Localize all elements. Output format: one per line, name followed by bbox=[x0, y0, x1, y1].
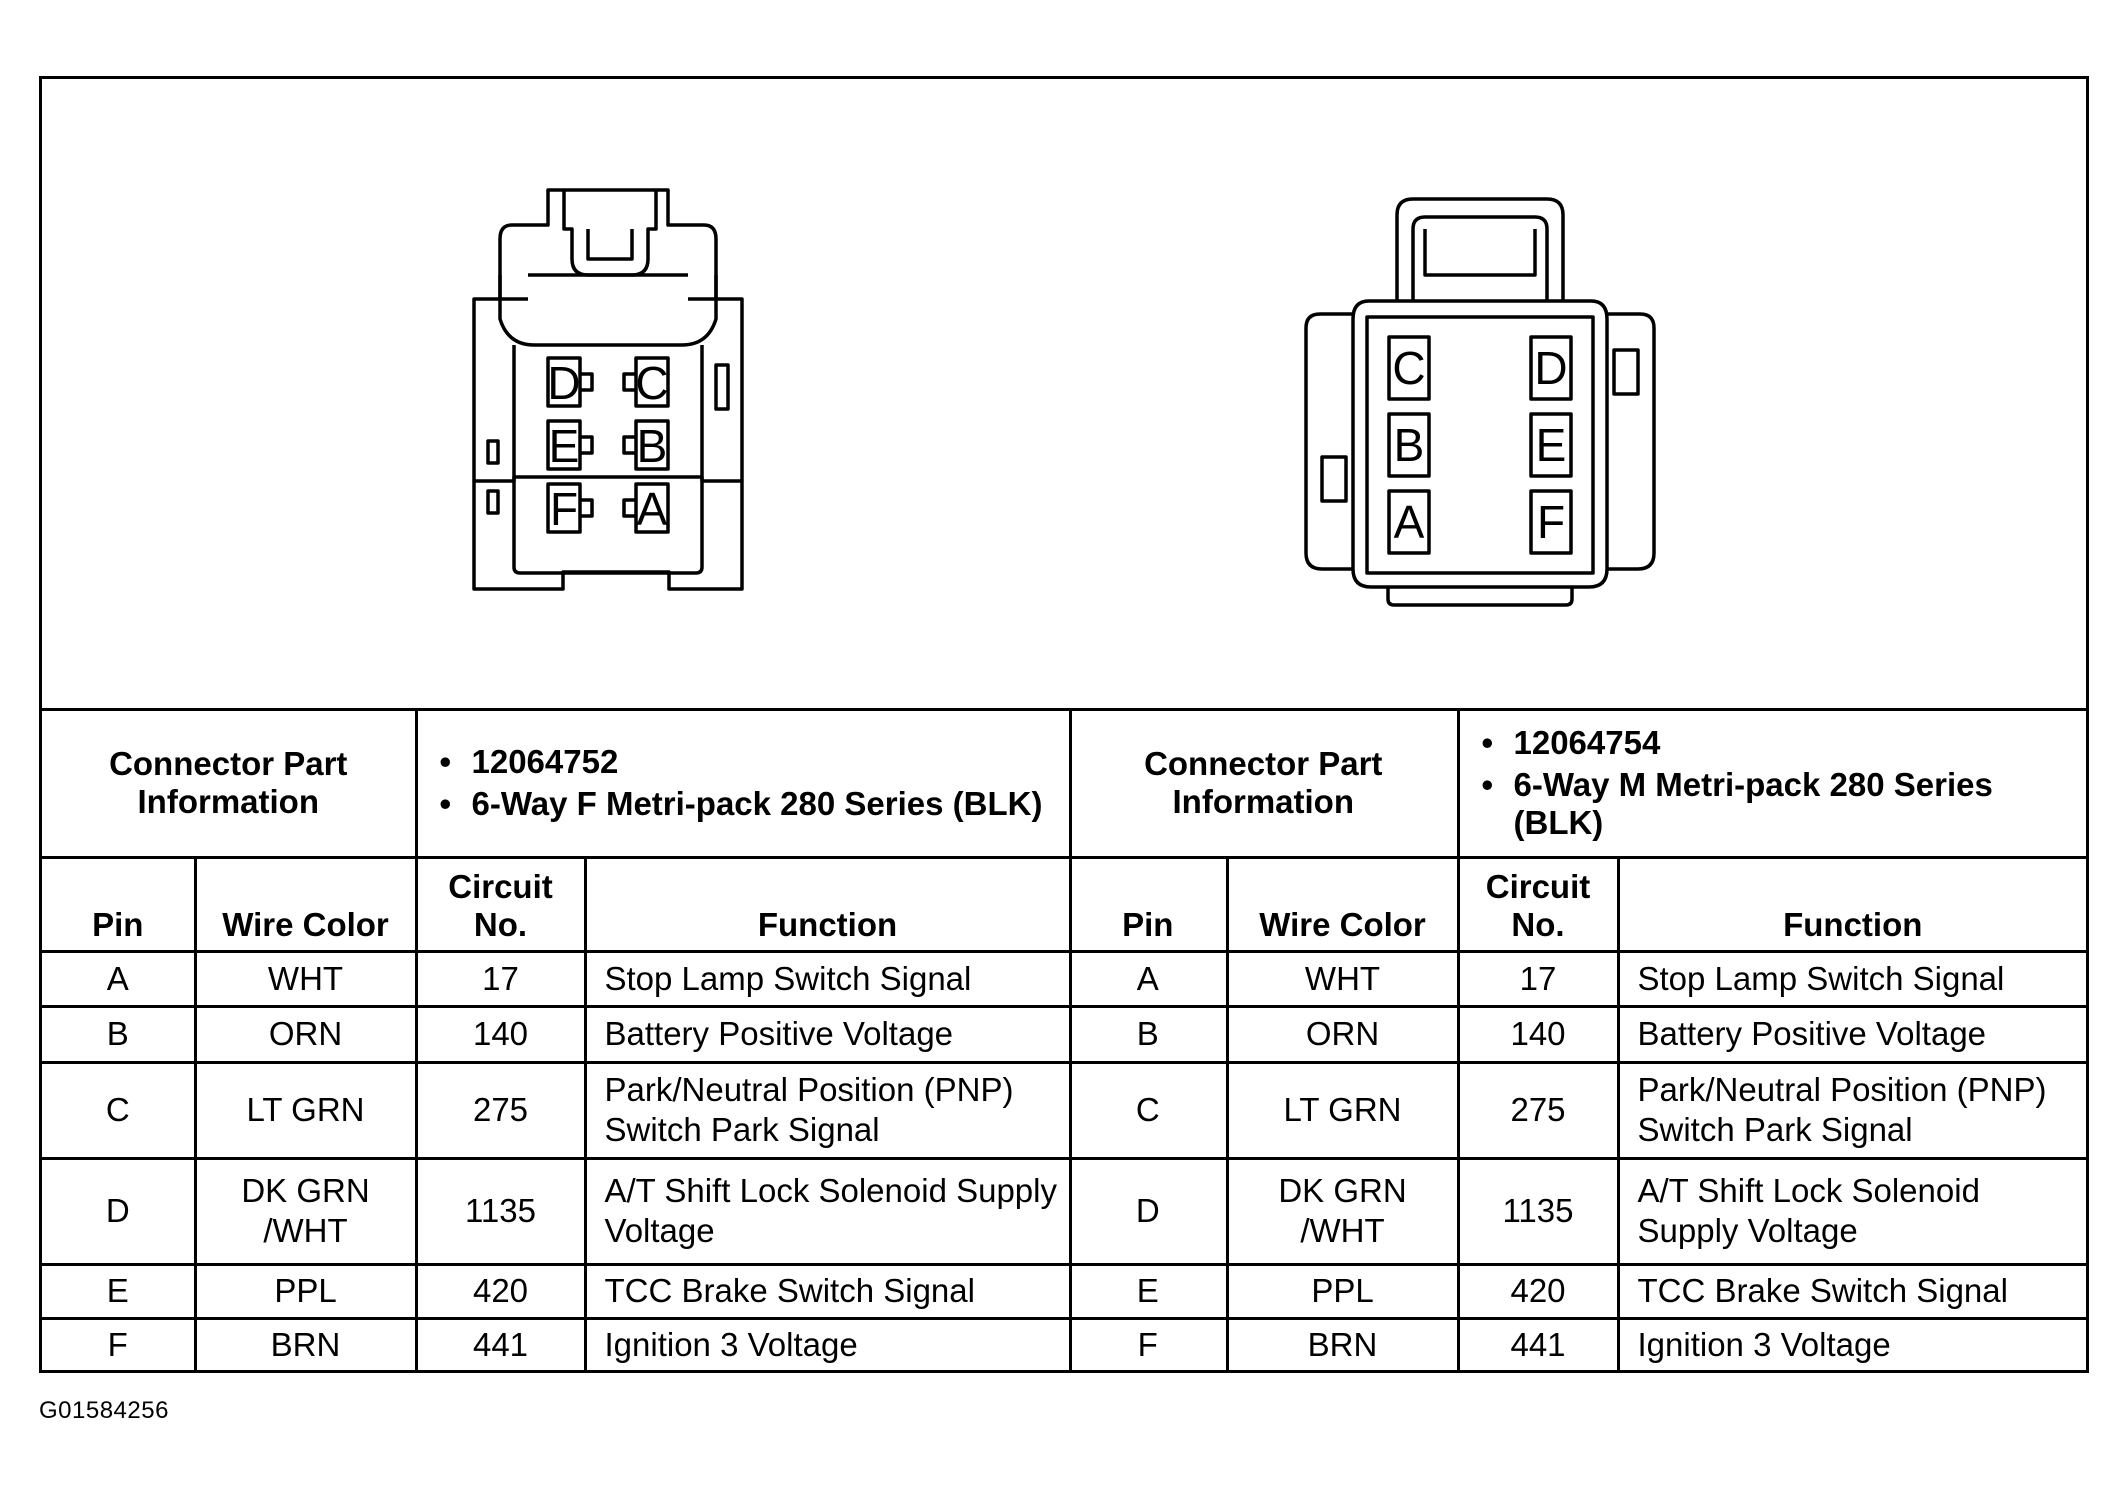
pin-cell: F bbox=[42, 1318, 195, 1370]
function-cell: A/T Shift Lock Solenoid Supply Voltage bbox=[1618, 1158, 2086, 1264]
wire-color-cell: ORN bbox=[1227, 1006, 1458, 1062]
pin-cell: E bbox=[42, 1264, 195, 1318]
function-cell: TCC Brake Switch Signal bbox=[1618, 1264, 2086, 1318]
diagram-frame bbox=[39, 76, 2089, 1373]
female-pin-b-label: B bbox=[636, 420, 668, 472]
circuit-cell: 441 bbox=[416, 1318, 585, 1370]
male-pin-d-label: D bbox=[1534, 342, 1568, 394]
wire-color-cell: WHT bbox=[1227, 951, 1458, 1006]
connector-part-info-label: Connector Part Information bbox=[42, 711, 416, 857]
connector-description: • 6-Way M Metri-pack 280 Series (BLK) bbox=[1514, 766, 2079, 842]
function-cell: Battery Positive Voltage bbox=[585, 1006, 1070, 1062]
function-cell: Battery Positive Voltage bbox=[1618, 1006, 2086, 1062]
function-cell: A/T Shift Lock Solenoid Supply Voltage bbox=[585, 1158, 1070, 1264]
connector-description: • 6-Way F Metri-pack 280 Series (BLK) bbox=[472, 785, 1061, 823]
connector-part-info-label: Connector Part Information bbox=[1070, 711, 1458, 857]
male-pin-b-label: B bbox=[1393, 419, 1425, 471]
table-row bbox=[1070, 1264, 2086, 1318]
circuit-cell: 420 bbox=[416, 1264, 585, 1318]
wire-color-cell: DK GRN /WHT bbox=[1227, 1158, 1458, 1264]
male-connector-drawing bbox=[1306, 199, 1654, 605]
pin-cell: A bbox=[42, 951, 195, 1006]
wire-color-cell: BRN bbox=[1227, 1318, 1458, 1370]
pin-cell: D bbox=[1070, 1158, 1227, 1264]
male-pin-e-label: E bbox=[1535, 419, 1567, 471]
pin-cell: F bbox=[1070, 1318, 1227, 1370]
female-pin-f-label: F bbox=[549, 483, 579, 535]
circuit-cell: 1135 bbox=[416, 1158, 585, 1264]
pin-cell: A bbox=[1070, 951, 1227, 1006]
female-pin-c-label: C bbox=[635, 357, 669, 409]
figure-code: G01584256 bbox=[39, 1397, 169, 1424]
wire-color-column-header: Wire Color bbox=[195, 857, 416, 951]
pin-column-header: Pin bbox=[1070, 857, 1227, 951]
male-pin-f-label: F bbox=[1536, 496, 1566, 548]
circuit-column-header: Circuit No. bbox=[1458, 857, 1618, 951]
circuit-cell: 441 bbox=[1458, 1318, 1618, 1370]
connector-illustrations bbox=[42, 79, 2086, 711]
circuit-cell: 140 bbox=[1458, 1006, 1618, 1062]
wire-color-cell: PPL bbox=[1227, 1264, 1458, 1318]
function-column-header: Function bbox=[1618, 857, 2086, 951]
table-row bbox=[1070, 951, 2086, 1006]
table-row bbox=[1070, 1006, 2086, 1062]
table-row bbox=[42, 1318, 1070, 1370]
pin-cell: E bbox=[1070, 1264, 1227, 1318]
table-row bbox=[1070, 1062, 2086, 1158]
male-connector-table bbox=[1070, 711, 2086, 1370]
pin-cell: D bbox=[42, 1158, 195, 1264]
wire-color-cell: PPL bbox=[195, 1264, 416, 1318]
wire-color-cell: LT GRN bbox=[195, 1062, 416, 1158]
function-cell: Ignition 3 Voltage bbox=[585, 1318, 1070, 1370]
circuit-cell: 275 bbox=[1458, 1062, 1618, 1158]
function-column-header: Function bbox=[585, 857, 1070, 951]
table-row bbox=[1070, 1318, 2086, 1370]
table-row bbox=[42, 1264, 1070, 1318]
wire-color-cell: BRN bbox=[195, 1318, 416, 1370]
pin-cell: B bbox=[1070, 1006, 1227, 1062]
circuit-cell: 17 bbox=[416, 951, 585, 1006]
female-connector-drawing bbox=[474, 190, 742, 589]
circuit-cell: 17 bbox=[1458, 951, 1618, 1006]
function-cell: Stop Lamp Switch Signal bbox=[585, 951, 1070, 1006]
table-row bbox=[42, 1006, 1070, 1062]
pin-cell: C bbox=[1070, 1062, 1227, 1158]
wire-color-cell: ORN bbox=[195, 1006, 416, 1062]
female-connector-table bbox=[42, 711, 1072, 1370]
circuit-cell: 140 bbox=[416, 1006, 585, 1062]
pin-column-header: Pin bbox=[42, 857, 195, 951]
male-pin-c-label: C bbox=[1392, 342, 1426, 394]
function-cell: Park/Neutral Position (PNP) Switch Park Signal bbox=[585, 1062, 1070, 1158]
male-pin-a-label: A bbox=[1393, 496, 1425, 548]
circuit-cell: 275 bbox=[416, 1062, 585, 1158]
function-cell: Park/Neutral Position (PNP) Switch Park Signal bbox=[1618, 1062, 2086, 1158]
female-pin-d-label: D bbox=[547, 357, 581, 409]
female-pin-a-label: A bbox=[636, 483, 668, 535]
function-cell: Stop Lamp Switch Signal bbox=[1618, 951, 2086, 1006]
connector-part-details bbox=[1458, 711, 2086, 857]
pin-cell: C bbox=[42, 1062, 195, 1158]
connector-part-details bbox=[416, 711, 1070, 857]
female-pin-e-label: E bbox=[548, 420, 580, 472]
wire-color-cell: LT GRN bbox=[1227, 1062, 1458, 1158]
circuit-cell: 1135 bbox=[1458, 1158, 1618, 1264]
circuit-column-header: Circuit No. bbox=[416, 857, 585, 951]
circuit-cell: 420 bbox=[1458, 1264, 1618, 1318]
function-cell: Ignition 3 Voltage bbox=[1618, 1318, 2086, 1370]
wire-color-cell: WHT bbox=[195, 951, 416, 1006]
wire-color-column-header: Wire Color bbox=[1227, 857, 1458, 951]
function-cell: TCC Brake Switch Signal bbox=[585, 1264, 1070, 1318]
pin-cell: B bbox=[42, 1006, 195, 1062]
part-number: • 12064754 bbox=[1514, 724, 2079, 762]
part-number: • 12064752 bbox=[472, 743, 1061, 781]
table-row bbox=[42, 1158, 1070, 1264]
pinout-tables bbox=[42, 711, 2086, 1370]
table-row bbox=[42, 951, 1070, 1006]
wire-color-cell: DK GRN /WHT bbox=[195, 1158, 416, 1264]
table-row bbox=[42, 1062, 1070, 1158]
table-row bbox=[1070, 1158, 2086, 1264]
